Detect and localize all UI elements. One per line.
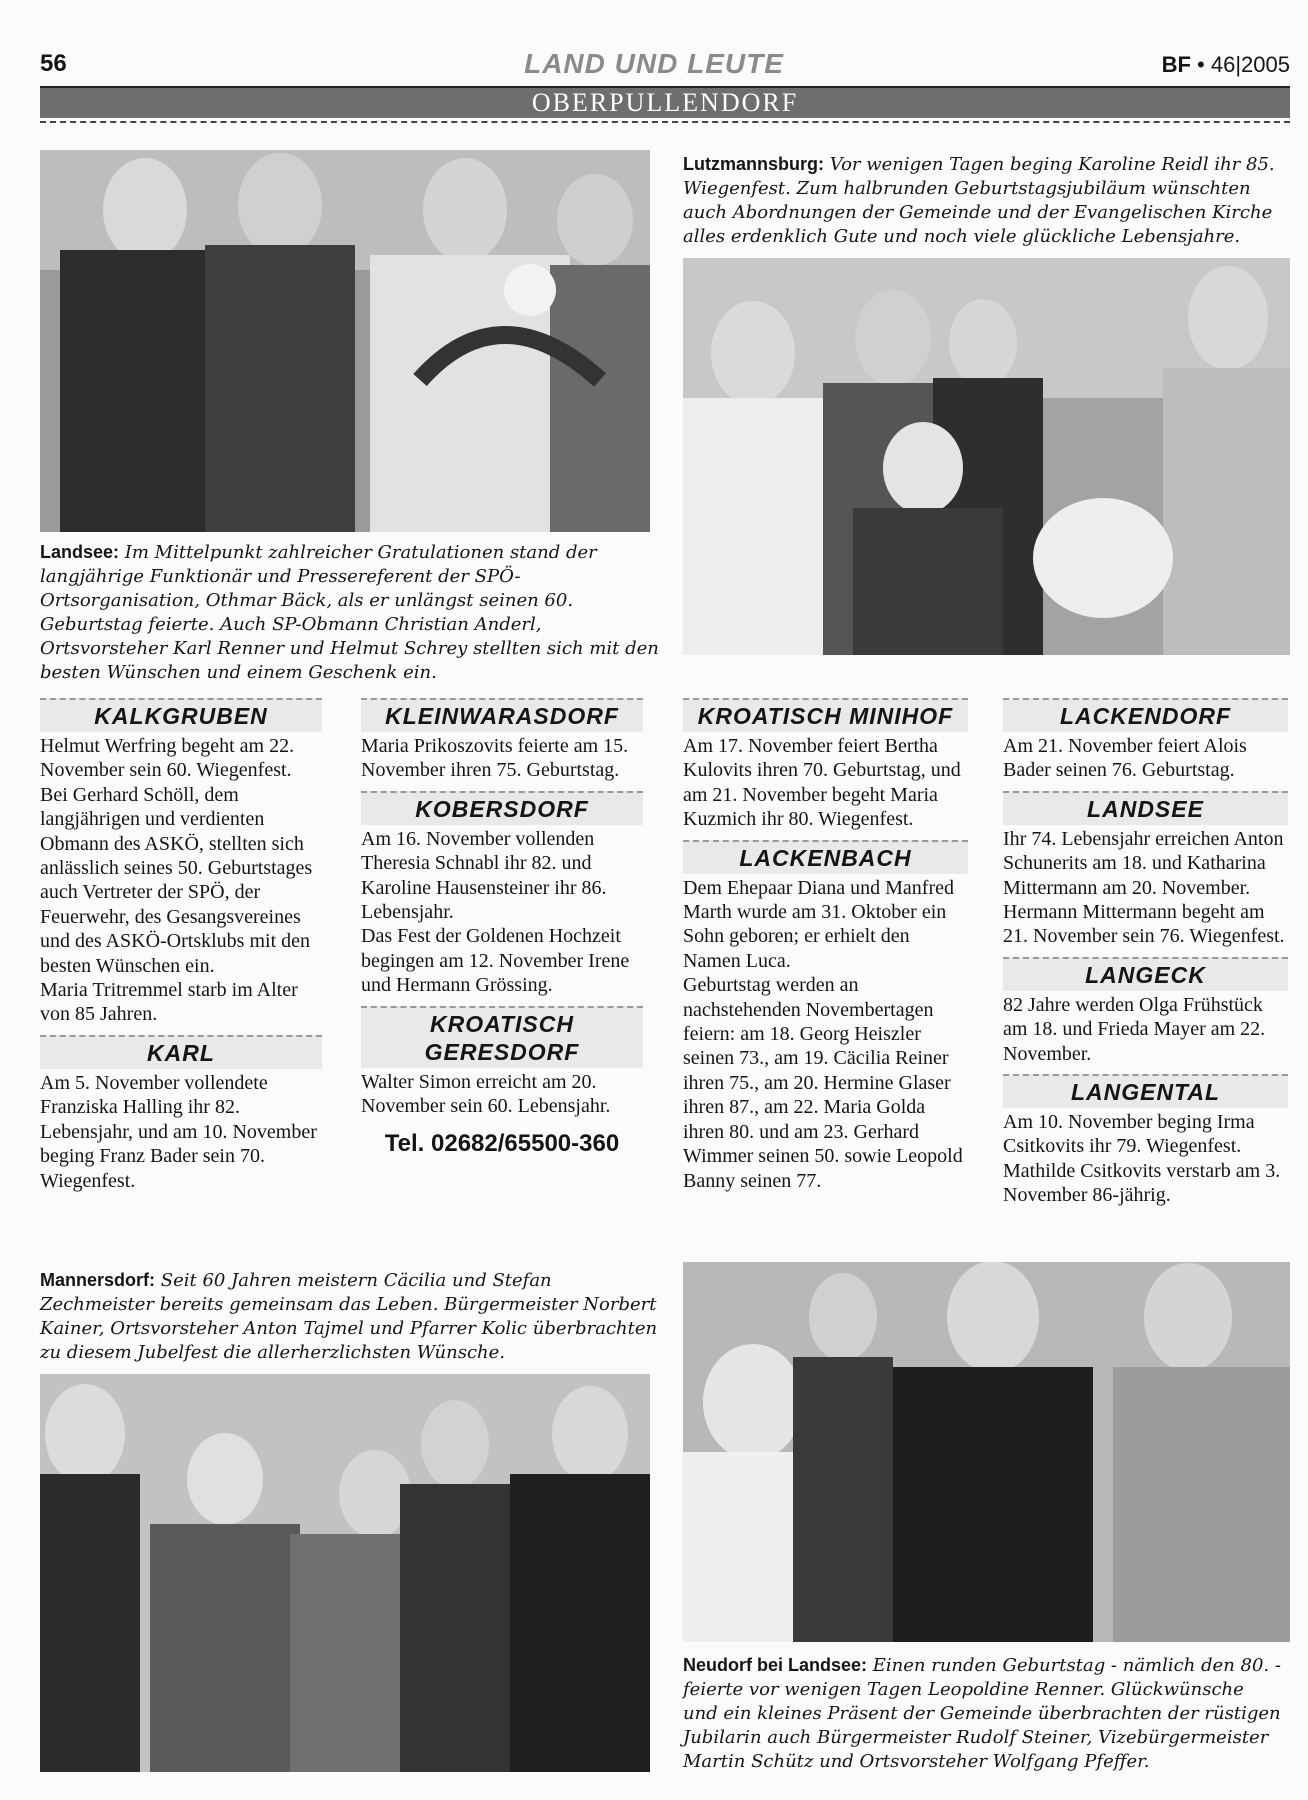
heading-langental: LANGENTAL xyxy=(1003,1074,1288,1108)
column-4 xyxy=(1003,698,1288,1208)
issue-paper: BF xyxy=(1161,52,1191,77)
article-langeck xyxy=(1003,957,1288,1066)
heading-kobersdorf: KOBERSDORF xyxy=(361,791,643,825)
heading-karl: KARL xyxy=(40,1035,322,1069)
caption-place: Landsee: xyxy=(40,542,120,562)
text-lackenbach-1: Dem Ehepaar Diana und Manfred Marth wurde am 31. Oktober ein Sohn geboren; er erhielt den Namen Luca. xyxy=(683,876,954,972)
text-karl-1: Am 5. November vollendete Franziska Halling ihr 82. Lebensjahr, und am 10. November beging Franz Bader sein 70. Wiegenfest. xyxy=(40,1071,317,1192)
region-banner: OBERPULLENDORF xyxy=(40,88,1290,118)
article-karl xyxy=(40,1035,322,1193)
issue-info: BF • 46|2005 xyxy=(1161,52,1290,77)
section-title: LAND UND LEUTE xyxy=(524,48,784,79)
article-langental xyxy=(1003,1074,1288,1208)
text-kroatisch-minihof-1: Am 17. November feiert Bertha Kulovits ihren 70. Geburtstag, und am 21. November begeht Maria Kuzmich ihr 80. Wiegenfest. xyxy=(683,735,961,831)
text-kobersdorf-1: Am 16. November vollenden Theresia Schnabl ihr 82. und Karoline Hausensteiner ihr 86. Lebensjahr. xyxy=(361,827,607,924)
text-kroatisch-geresdorf-1: Walter Simon erreicht am 20. November sein 60. Lebensjahr. xyxy=(361,1070,611,1118)
caption-neudorf xyxy=(683,1653,1283,1774)
caption-place: Lutzmannsburg: xyxy=(683,154,824,174)
heading-landsee: LANDSEE xyxy=(1003,791,1288,825)
article-landsee xyxy=(1003,791,1288,949)
caption-text: Im Mittelpunkt zahlreicher Gratulationen stand der langjährige Funktionär und Pressereferent der SPÖ-Ortsorganisation, Othmar Bäck, als er unlängst seinen 60. Geburtstag feierte. Auch SP-Obmann Christian Anderl, Ortsvorsteher Karl Renner und Helmut Schrey stellten sich mit den besten Wünschen und einem Geschenk ein. xyxy=(40,542,659,683)
article-lackendorf xyxy=(1003,698,1288,783)
photo-neudorf xyxy=(683,1262,1290,1642)
photo-landsee xyxy=(40,150,650,532)
caption-text: Einen runden Geburtstag - nämlich den 80. - feierte vor wenigen Tagen Leopoldine Renner. Glückwünsche und ein kleines Präsent der Gemeinde überbrachten der rüstigen Jubilarin auch Bürgermeister Rudolf Steiner, Vizebürgermeister Martin Schütz und Ortsvorsteher Wolfgang Pfeffer. xyxy=(683,1655,1281,1772)
text-lackendorf-1: Am 21. November feiert Alois Bader seinen 76. Geburtstag. xyxy=(1003,735,1247,782)
issue-number: 46 xyxy=(1210,52,1236,77)
caption-text: Seit 60 Jahren meistern Cäcilia und Stefan Zechmeister bereits gemeinsam das Leben. Bürgermeister Norbert Kainer, Ortsvorsteher Anton Tajmel und Pfarrer Kolic überbrachten zu diesem Jubelfest die allerherzlichsten Wünsche. xyxy=(40,1270,658,1363)
text-langeck-1: 82 Jahre werden Olga Frühstück am 18. und Frieda Mayer am 22. November. xyxy=(1003,993,1266,1065)
issue-year: 2005 xyxy=(1241,52,1290,77)
text-kalkgruben-3: Maria Tritremmel starb im Alter von 85 Jahren. xyxy=(40,979,298,1026)
article-lackenbach xyxy=(683,840,968,1193)
text-kalkgruben-2: Bei Gerhard Schöll, dem langjährigen und verdienten Obmann des ASKÖ, stellten sich anlässlich seines 50. Geburtstages auch Vertreter der SPÖ, der Feuerwehr, des Gesangsvereines und des ASKÖ-Ortsklubs mit den besten Wünschen ein. xyxy=(40,783,313,977)
article-kobersdorf xyxy=(361,791,643,998)
text-lackenbach-2: Geburtstag werden an nachstehenden Novembertagen feiern: am 18. Georg Heiszler seinen 73., am 19. Cäcilia Reiner ihren 75., am 20. Hermine Glaser ihren 87., am 22. Maria Golda ihren 80. und am 23. Gerhard Wimmer seinen 50. sowie Leopold Banny seinen 77. xyxy=(683,974,963,1192)
page-number: 56 xyxy=(40,50,67,77)
telephone-number: Tel. 02682/65500-360 xyxy=(384,1130,620,1158)
text-kalkgruben-1: Helmut Werfring begeht am 22. November sein 60. Wiegenfest. xyxy=(40,735,295,782)
photo-mannersdorf xyxy=(40,1374,650,1772)
heading-kleinwarasdorf: KLEINWARASDORF xyxy=(361,698,643,732)
text-landsee-1: Ihr 74. Lebensjahr erreichen Anton Schunerits am 18. und Katharina Mittermann am 20. November. Hermann Mittermann begeht am 21. November sein 76. Wiegenfest. xyxy=(1003,827,1285,948)
caption-text: Vor wenigen Tagen beging Karoline Reidl ihr 85. Wiegenfest. Zum halbrunden Geburtstagsjubiläum wünschten auch Abordnungen der Gemeinde und der Evangelischen Kirche alles erdenklich Gute und noch viele glückliche Lebensjahre. xyxy=(683,154,1275,247)
photo-lutzmannsburg xyxy=(683,258,1290,655)
column-3 xyxy=(683,698,968,1193)
heading-lackenbach: LACKENBACH xyxy=(683,840,968,874)
column-2 xyxy=(361,698,643,1157)
caption-place: Neudorf bei Landsee: xyxy=(683,1655,868,1675)
article-kleinwarasdorf xyxy=(361,698,643,783)
heading-kroatisch-minihof: KROATISCH MINIHOF xyxy=(683,698,968,732)
text-kobersdorf-2: Das Fest der Goldenen Hochzeit begingen am 12. November Irene und Hermann Grössing. xyxy=(361,925,630,997)
caption-mannersdorf xyxy=(40,1268,660,1365)
article-kalkgruben xyxy=(40,698,322,1027)
article-kroatisch-geresdorf xyxy=(361,1006,643,1119)
heading-lackendorf: LACKENDORF xyxy=(1003,698,1288,732)
heading-kalkgruben: KALKGRUBEN xyxy=(40,698,322,732)
article-kroatisch-minihof xyxy=(683,698,968,832)
caption-lutzmannsburg xyxy=(683,152,1283,249)
caption-place: Mannersdorf: xyxy=(40,1270,156,1290)
heading-langeck: LANGECK xyxy=(1003,957,1288,991)
heading-kroatisch-geresdorf: KROATISCH GERESDORF xyxy=(361,1006,643,1068)
text-langental-1: Am 10. November beging Irma Csitkovits ihr 79. Wiegenfest. Mathilde Csitkovits verstarb am 3. November 86-jährig. xyxy=(1003,1111,1281,1207)
banner-dashes xyxy=(40,121,1290,123)
caption-landsee xyxy=(40,540,660,685)
issue-separator: • xyxy=(1197,52,1205,77)
text-kleinwarasdorf-1: Maria Prikoszovits feierte am 15. November ihren 75. Geburtstag. xyxy=(361,735,629,782)
column-1 xyxy=(40,698,322,1193)
